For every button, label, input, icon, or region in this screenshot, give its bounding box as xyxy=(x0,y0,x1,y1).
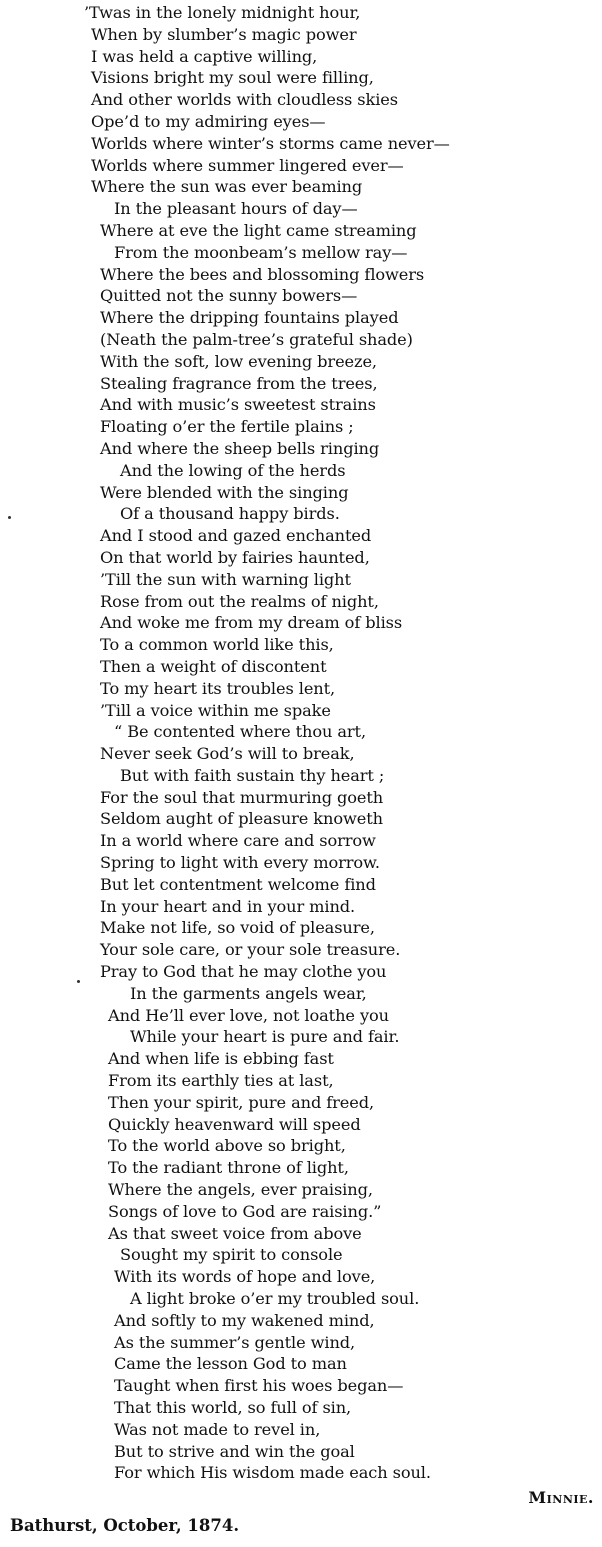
poem-line: Sought my spirit to console xyxy=(120,1245,343,1265)
poem-line: To a common world like this, xyxy=(100,635,334,655)
poem-line: From the moonbeam’s mellow ray— xyxy=(114,242,408,262)
poem-line: Taught when first his woes began— xyxy=(114,1376,404,1396)
poem-line: With the soft, low evening breeze, xyxy=(100,351,377,371)
poem-line: As the summer’s gentle wind, xyxy=(114,1332,356,1352)
poem-line: With its words of hope and love, xyxy=(114,1267,376,1287)
poem-line: Your sole care, or your sole treasure. xyxy=(100,940,401,960)
poem-line: In the garments angels wear, xyxy=(130,983,367,1003)
poem-line: Visions bright my soul were filling, xyxy=(91,68,374,88)
poem-line: And I stood and gazed enchanted xyxy=(100,526,372,546)
place-date-line: Bathurst, October, 1874. xyxy=(10,1516,240,1535)
poem-line: Spring to light with every morrow. xyxy=(100,853,380,873)
poem-line: Where the bees and blossoming flowers xyxy=(100,264,425,284)
poem-line: ’Till a voice within me spake xyxy=(100,700,331,720)
print-speck xyxy=(8,516,11,519)
poem-line: When by slumber’s magic power xyxy=(91,24,357,44)
poem-line: Was not made to revel in, xyxy=(114,1419,321,1439)
author-signature: Minnie. xyxy=(528,1488,594,1507)
poem-line: To my heart its troubles lent, xyxy=(100,678,336,698)
poem-line: To the world above so bright, xyxy=(108,1136,346,1156)
poem-line: But to strive and win the goal xyxy=(114,1441,355,1461)
poem-line: For the soul that murmuring goeth xyxy=(100,787,384,807)
poem-line: And with music’s sweetest strains xyxy=(100,395,376,415)
poem-body xyxy=(0,2,602,1484)
poem-line: Of a thousand happy birds. xyxy=(120,504,340,524)
poem-line: From its earthly ties at last, xyxy=(108,1071,334,1091)
poem-line: Quickly heavenward will speed xyxy=(108,1114,361,1134)
poem-line: For which His wisdom made each soul. xyxy=(114,1463,431,1483)
poem-line: Never seek God’s will to break, xyxy=(100,744,355,764)
poem-line: Worlds where winter’s storms came never— xyxy=(91,133,450,153)
poem-line: Quitted not the sunny bowers— xyxy=(100,286,358,306)
poem-line: Floating o’er the fertile plains ; xyxy=(100,417,354,437)
poem-line: Songs of love to God are raising.” xyxy=(108,1201,382,1221)
poem-line: In the pleasant hours of day— xyxy=(114,199,358,219)
poem-line: In a world where care and sorrow xyxy=(100,831,376,851)
poem-line: And the lowing of the herds xyxy=(120,460,346,480)
poem-line: And where the sheep bells ringing xyxy=(100,438,380,458)
poem-line: Then your spirit, pure and freed, xyxy=(108,1092,375,1112)
poem-line: Where at eve the light came streaming xyxy=(100,220,417,240)
poem-line: A light broke o’er my troubled soul. xyxy=(130,1289,420,1309)
poem-line: But let contentment welcome find xyxy=(100,874,376,894)
poem-line: To the radiant throne of light, xyxy=(108,1158,349,1178)
poem-line: Rose from out the realms of night, xyxy=(100,591,379,611)
poem-line: Where the angels, ever praising, xyxy=(108,1180,373,1200)
poem-line: ’Till the sun with warning light xyxy=(100,569,351,589)
poem-line: And woke me from my dream of bliss xyxy=(100,613,403,633)
poem-line: Worlds where summer lingered ever— xyxy=(91,155,404,175)
poem-line: And when life is ebbing fast xyxy=(108,1049,334,1069)
poem-line: While your heart is pure and fair. xyxy=(130,1027,400,1047)
poem-line: Seldom aught of pleasure knoweth xyxy=(100,809,383,829)
poem-line: Where the dripping fountains played xyxy=(100,308,399,328)
poem-line: ’Twas in the lonely midnight hour, xyxy=(84,3,361,22)
poem-line: Make not life, so void of pleasure, xyxy=(100,918,375,938)
poem-line: (Neath the palm-tree’s grateful shade) xyxy=(100,329,413,349)
poem-line: Stealing fragrance from the trees, xyxy=(100,373,378,393)
poem-line: And other worlds with cloudless skies xyxy=(91,90,398,110)
poem-line: But with faith sustain thy heart ; xyxy=(120,765,385,785)
print-speck xyxy=(77,980,80,983)
poem-line: And He’ll ever love, not loathe you xyxy=(108,1005,389,1025)
poem-line: And softly to my wakened mind, xyxy=(114,1310,375,1330)
poem-line: As that sweet voice from above xyxy=(108,1223,362,1243)
poem-line: I was held a captive willing, xyxy=(91,46,318,66)
poem-line: Ope’d to my admiring eyes— xyxy=(91,111,326,131)
poem-line: Then a weight of discontent xyxy=(100,656,327,676)
poem-line: Were blended with the singing xyxy=(100,482,349,502)
poem-line: “ Be contented where thou art, xyxy=(114,722,366,742)
poem-line: Came the lesson God to man xyxy=(114,1354,347,1374)
poem-line: Where the sun was ever beaming xyxy=(91,177,363,197)
poem-line: That this world, so full of sin, xyxy=(114,1398,352,1417)
poem-line: In your heart and in your mind. xyxy=(100,896,356,916)
poem-line: Pray to God that he may clothe you xyxy=(100,962,387,982)
poem-line: On that world by fairies haunted, xyxy=(100,547,370,567)
